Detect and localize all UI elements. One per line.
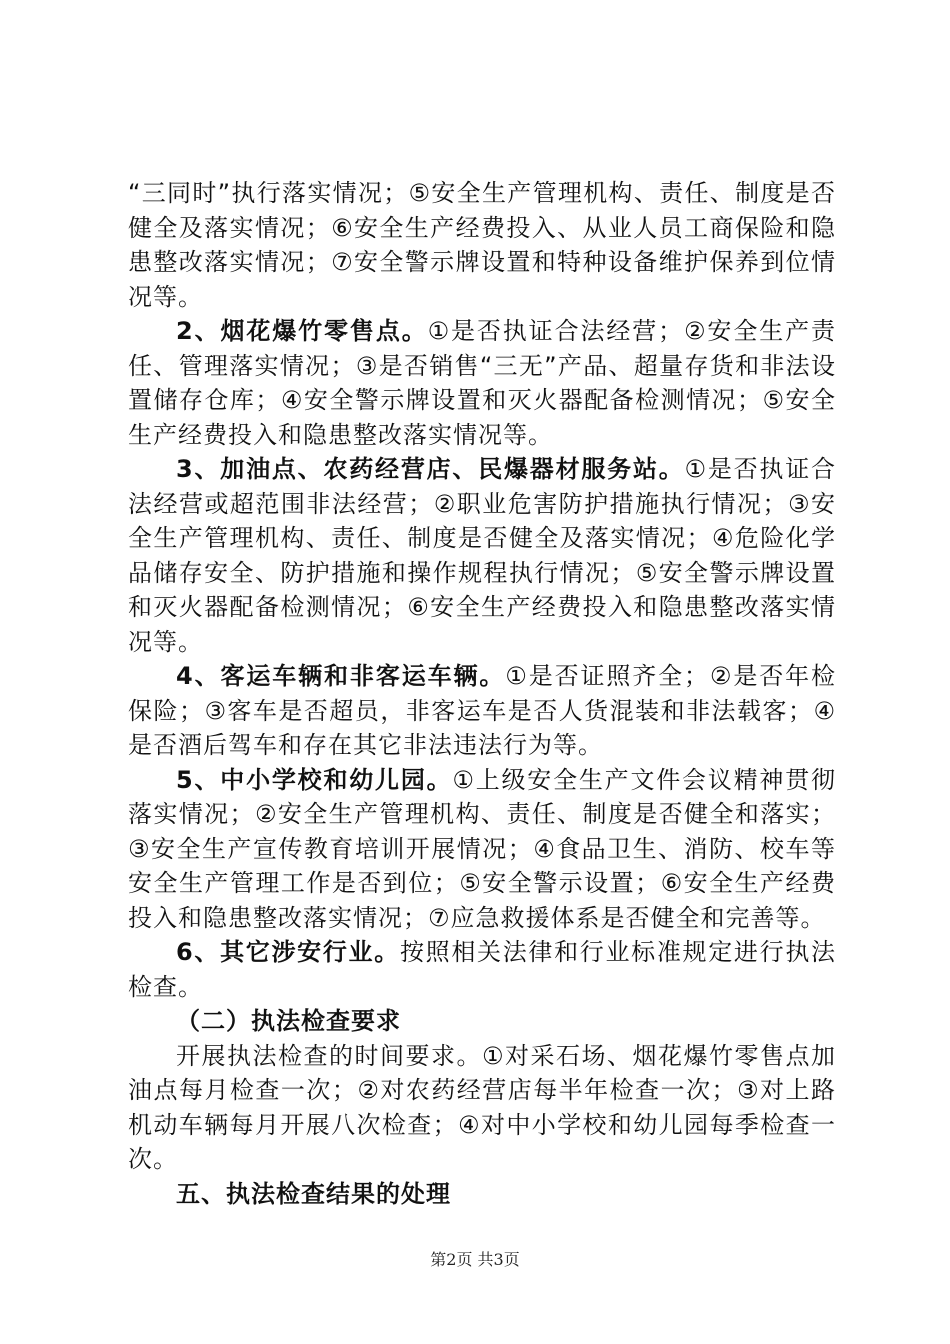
paragraph-lead: 4、客运车辆和非客运车辆。 <box>176 662 506 690</box>
document-body <box>128 176 836 1211</box>
paragraph-text: ①上级安全生产文件会议精神贯彻落实情况；②安全生产管理机构、责任、制度是否健全和落实；③安全生产宣传教育培训开展情况；④食品卫生、消防、校车等安全生产管理工作是否到位；⑤安全警示设置；⑥安全生产经费投入和隐患整改落实情况；⑦应急救援体系是否健全和完善等。 <box>128 765 836 932</box>
paragraph-lead: 6、其它涉安行业。 <box>176 938 400 966</box>
subheading-inspection-requirements: （二）执法检查要求 <box>176 1007 401 1035</box>
paragraph-continuation <box>128 176 836 314</box>
paragraph-lead: 3、加油点、农药经营店、民爆器材服务站。 <box>176 455 685 483</box>
section-heading: 五、执法检查结果的处理 <box>176 1179 451 1208</box>
paragraph-time-requirements: 开展执法检查的时间要求。①对采石场、烟花爆竹零售点加油点每月检查一次；②对农药经营店每半年检查一次；③对上路机动车辆每月开展八次检查；④对中小学校和幼儿园每季检查一次。 <box>128 1041 836 1173</box>
paragraph-fireworks-retail <box>128 314 836 452</box>
paragraph-vehicles <box>128 659 836 763</box>
paragraph-schools <box>128 763 836 936</box>
page-footer: 第2页 共3页 <box>430 1250 520 1269</box>
paragraph-lead: 5、中小学校和幼儿园。 <box>176 765 453 794</box>
paragraph-text: ①是否执证合法经营或超范围非法经营；②职业危害防护措施执行情况；③安全生产管理机构、责任、制度是否健全及落实情况；④危险化学品储存安全、防护措施和操作规程执行情况；⑤安全警示牌设置和灭火器配备检测情况；⑥安全生产经费投入和隐患整改落实情况等。 <box>128 455 837 656</box>
paragraph-text: “三同时”执行落实情况；⑤安全生产管理机构、责任、制度是否健全及落实情况；⑥安全生产经费投入、从业人员工商保险和隐患整改落实情况；⑦安全警示牌设置和特种设备维护保养到位情况等。 <box>128 179 836 311</box>
paragraph-text: ①是否执证合法经营；②安全生产责任、管理落实情况；③是否销售“三无”产品、超量存货和非法设置储存仓库；④安全警示牌设置和灭火器配备检测情况；⑤安全生产经费投入和隐患整改落实情况等。 <box>128 317 836 449</box>
paragraph-fuel-pesticide-explosives <box>128 452 836 659</box>
paragraph-other-industries <box>128 935 836 1004</box>
paragraph-text: ①是否证照齐全；②是否年检保险；③客车是否超员，非客运车是否人货混装和非法载客；④是否酒后驾车和存在其它非法违法行为等。 <box>128 662 836 759</box>
paragraph-text: 按照相关法律和行业标准规定进行执法检查。 <box>128 938 837 1001</box>
paragraph-lead: 2、烟花爆竹零售点。 <box>176 317 428 345</box>
